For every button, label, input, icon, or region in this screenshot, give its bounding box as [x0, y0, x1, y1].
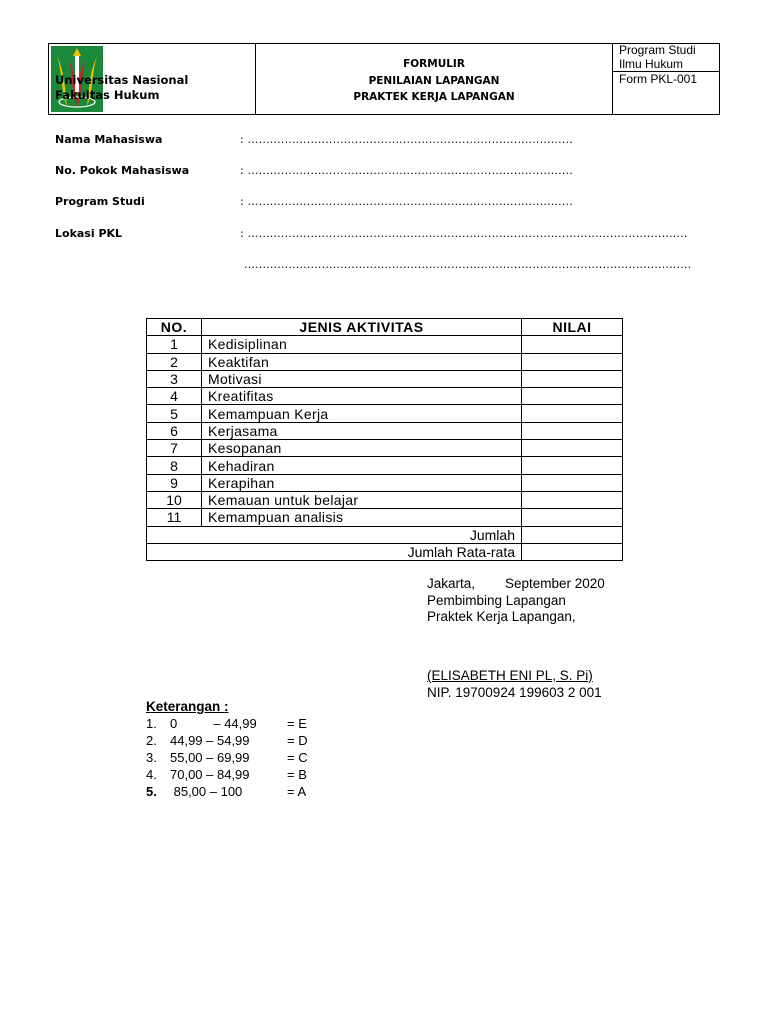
- signature-place: Jakarta,: [427, 576, 476, 591]
- row-activity: Kemauan untuk belajar: [202, 491, 522, 508]
- col-header-no: NO.: [147, 319, 202, 336]
- total-score-cell[interactable]: [522, 526, 623, 543]
- table-row: [147, 336, 623, 353]
- row-activity: Keaktifan: [202, 353, 522, 370]
- legend-grade: = D: [287, 733, 308, 748]
- row-number: 1: [147, 336, 202, 353]
- institution-name: [55, 73, 188, 103]
- row-number: 7: [147, 440, 202, 457]
- average-score-cell[interactable]: [522, 543, 623, 560]
- program-name: Program Studi Ilmu Hukum: [613, 44, 719, 72]
- university-name: Universitas Nasional: [55, 73, 189, 87]
- legend-grade: = A: [287, 784, 307, 799]
- form-header: [48, 43, 720, 115]
- row-number: 2: [147, 353, 202, 370]
- table-row: [147, 353, 623, 370]
- table-row: [147, 474, 623, 491]
- field-blank-npm: : ........................................................................................: [240, 164, 573, 177]
- legend-range: 44,99 – 54,99: [170, 733, 250, 748]
- table-row: [147, 405, 623, 422]
- row-number: 8: [147, 457, 202, 474]
- row-number: 10: [147, 491, 202, 508]
- row-number: 11: [147, 509, 202, 526]
- legend-range: 0 – 44,99: [170, 716, 257, 731]
- field-blank-program: : ........................................................................................: [240, 195, 573, 208]
- row-activity: Kemampuan Kerja: [202, 405, 522, 422]
- table-row: [147, 422, 623, 439]
- row-score-cell[interactable]: [522, 422, 623, 439]
- institution-cell: [49, 44, 256, 114]
- legend-grade: = B: [287, 767, 307, 782]
- row-score-cell[interactable]: [522, 370, 623, 387]
- row-activity: Kedisiplinan: [202, 336, 522, 353]
- signature-place-date: [427, 576, 605, 592]
- row-number: 3: [147, 370, 202, 387]
- table-row: [147, 440, 623, 457]
- legend-number: 5.: [146, 784, 157, 799]
- row-score-cell[interactable]: [522, 353, 623, 370]
- row-activity: Kehadiran: [202, 457, 522, 474]
- row-activity: Motivasi: [202, 370, 522, 387]
- legend-number: 3.: [146, 750, 157, 765]
- form-title-cell: [256, 44, 613, 114]
- row-score-cell[interactable]: [522, 336, 623, 353]
- legend-grade: = E: [287, 716, 307, 731]
- total-label: Jumlah: [147, 526, 522, 543]
- table-row: [147, 509, 623, 526]
- col-header-activity: JENIS AKTIVITAS: [202, 319, 522, 336]
- field-blank-lokasi: : .......................................................................................................................: [240, 227, 688, 240]
- row-score-cell[interactable]: [522, 388, 623, 405]
- row-number: 6: [147, 422, 202, 439]
- row-activity: Kemampuan analisis: [202, 509, 522, 526]
- field-label-program: Program Studi: [55, 195, 145, 208]
- form-subtitle-2: PRAKTEK KERJA LAPANGAN: [353, 91, 515, 103]
- total-row: [147, 526, 623, 543]
- form-title: FORMULIR: [403, 58, 465, 70]
- legend-range: 70,00 – 84,99: [170, 767, 250, 782]
- row-activity: Kerapihan: [202, 474, 522, 491]
- row-score-cell[interactable]: [522, 405, 623, 422]
- form-subtitle-1: PENILAIAN LAPANGAN: [368, 74, 500, 87]
- signature-role-1: Pembimbing Lapangan: [427, 593, 566, 608]
- table-row: [147, 370, 623, 387]
- field-blank-lokasi-continued: .........................................................................................................................: [244, 258, 692, 271]
- table-row: [147, 457, 623, 474]
- faculty-name: Fakultas Hukum: [55, 88, 160, 102]
- row-number: 9: [147, 474, 202, 491]
- form-code: Form PKL-001: [619, 72, 698, 86]
- legend-range: 55,00 – 69,99: [170, 750, 250, 765]
- row-score-cell[interactable]: [522, 491, 623, 508]
- legend-grade: = C: [287, 750, 308, 765]
- average-label: Jumlah Rata-rata: [147, 543, 522, 560]
- row-score-cell[interactable]: [522, 457, 623, 474]
- legend-number: 2.: [146, 733, 157, 748]
- table-row: [147, 491, 623, 508]
- field-label-npm: No. Pokok Mahasiswa: [55, 164, 190, 177]
- field-blank-nama: : ........................................................................................: [240, 133, 573, 146]
- score-table: [146, 318, 623, 561]
- signature-date: September 2020: [505, 576, 605, 591]
- signatory-nip: NIP. 19700924 199603 2 001: [427, 685, 602, 700]
- signatory-name: (ELISABETH ENI PL, S. Pi): [427, 668, 593, 683]
- table-row: [147, 388, 623, 405]
- row-activity: Kreatifitas: [202, 388, 522, 405]
- col-header-score: NILAI: [522, 319, 623, 336]
- row-score-cell[interactable]: [522, 509, 623, 526]
- row-score-cell[interactable]: [522, 474, 623, 491]
- row-activity: Kesopanan: [202, 440, 522, 457]
- field-label-nama: Nama Mahasiswa: [55, 133, 163, 146]
- legend-number: 4.: [146, 767, 157, 782]
- table-header-row: [147, 319, 623, 336]
- legend-title: Keterangan :: [146, 699, 229, 714]
- row-number: 4: [147, 388, 202, 405]
- row-score-cell[interactable]: [522, 440, 623, 457]
- field-label-lokasi: Lokasi PKL: [55, 227, 123, 240]
- form-info-cell: [613, 44, 719, 114]
- row-activity: Kerjasama: [202, 422, 522, 439]
- legend-number: 1.: [146, 716, 157, 731]
- legend-range: 85,00 – 100: [170, 784, 243, 799]
- average-row: [147, 543, 623, 560]
- signature-role-2: Praktek Kerja Lapangan,: [427, 609, 576, 624]
- row-number: 5: [147, 405, 202, 422]
